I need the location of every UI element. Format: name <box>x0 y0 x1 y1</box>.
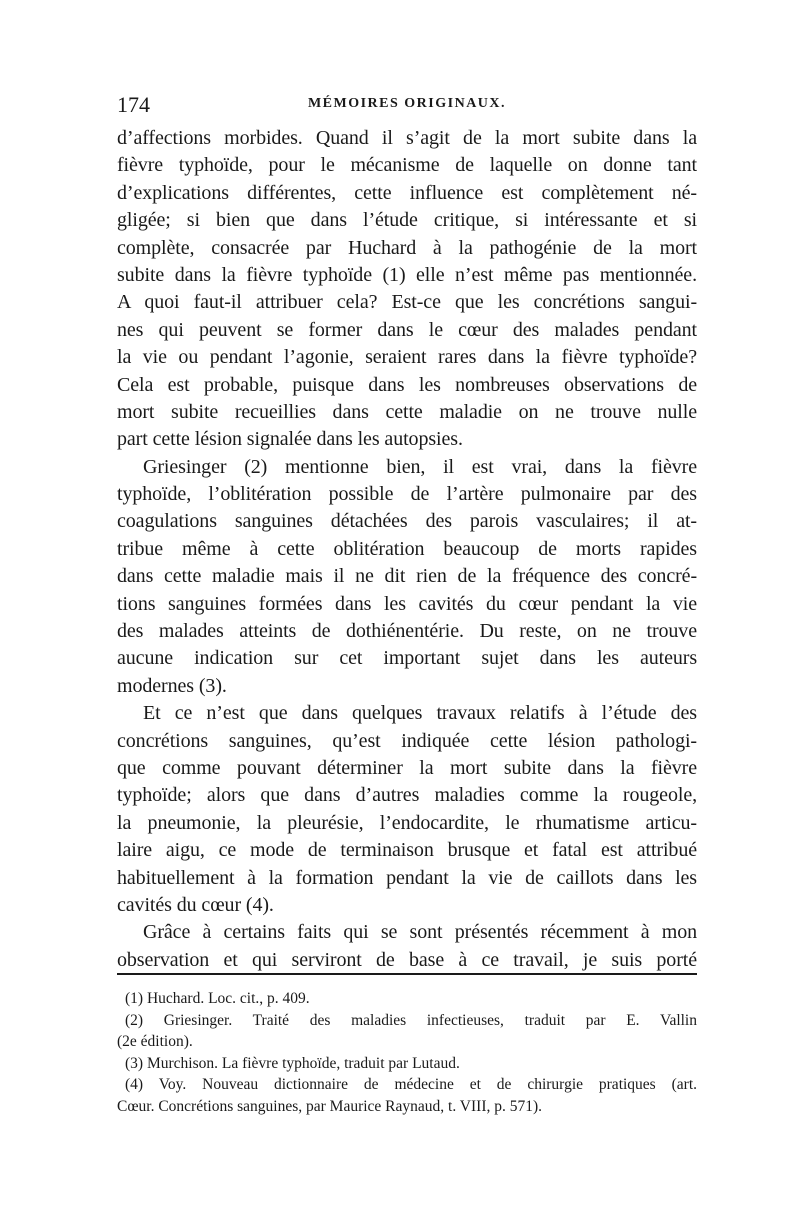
text-line: mort subite recueillies dans cette maladie on ne trouve nulle <box>117 400 697 423</box>
running-head: MÉMOIRES ORIGINAUX. <box>307 96 507 111</box>
text-line: nes qui peuvent se former dans le cœur des malades pendant <box>117 318 697 341</box>
footnote-rule <box>117 973 697 975</box>
footnotes <box>117 988 697 1118</box>
text-line: dans cette maladie mais il ne dit rien de la fréquence des concré- <box>117 565 697 588</box>
page-number: 174 <box>117 92 150 117</box>
text-line: la pneumonie, la pleurésie, l’endocardite, le rhumatisme articu- <box>117 811 697 834</box>
text-line: concrétions sanguines, qu’est indiquée cette lésion pathologi- <box>117 729 697 752</box>
footnote-line: (1) Huchard. Loc. cit., p. 409. <box>125 990 310 1007</box>
text-line: tions sanguines formées dans les cavités du cœur pendant la vie <box>117 592 697 615</box>
text-line: observation et qui serviront de base à ce travail, je suis porté <box>117 948 697 971</box>
footnote-line: (2e édition). <box>117 1033 193 1051</box>
text-line: modernes (3). <box>117 674 227 697</box>
footnote-line: (3) Murchison. La fièvre typhoïde, traduit par Lutaud. <box>125 1054 460 1072</box>
text-line: habituellement à la formation pendant la vie de caillots dans les <box>117 866 697 889</box>
text-line: d’explications différentes, cette influence est complètement né- <box>117 181 697 204</box>
text-line: A quoi faut-il attribuer cela? Est-ce que les concrétions sangui- <box>117 291 697 314</box>
text-line: tribue même à cette oblitération beaucoup de morts rapides <box>117 537 697 560</box>
text-line: part cette lésion signalée dans les autopsies. <box>117 428 463 451</box>
body-text <box>117 125 697 974</box>
text-line: aucune indication sur cet important sujet dans les auteurs <box>117 647 697 670</box>
text-line: Et ce n’est que dans quelques travaux relatifs à l’étude des <box>143 702 697 725</box>
text-line: fièvre typhoïde, pour le mécanisme de laquelle on donne tant <box>117 154 697 177</box>
text-line: d’affections morbides. Quand il s’agit de la mort subite dans la <box>117 127 697 149</box>
text-line: typhoïde, l’oblitération possible de l’artère pulmonaire par des <box>117 483 697 506</box>
text-line: cavités du cœur (4). <box>117 893 274 916</box>
footnote-line: Cœur. Concrétions sanguines, par Maurice Raynaud, t. VIII, p. 571). <box>117 1097 543 1115</box>
text-line: Cela est probable, puisque dans les nombreuses observations de <box>117 373 697 396</box>
footnote-line: (2) Griesinger. Traité des maladies infectieuses, traduit par E. Vallin <box>125 1011 697 1029</box>
text-line: complète, consacrée par Huchard à la pathogénie de la mort <box>117 236 697 259</box>
page-header <box>117 92 697 122</box>
text-line: coagulations sanguines détachées des parois vasculaires; il at- <box>117 510 697 533</box>
text-line: laire aigu, ce mode de terminaison brusque et fatal est attribué <box>117 839 697 862</box>
text-line: la vie ou pendant l’agonie, seraient rares dans la fièvre typhoïde? <box>117 346 697 369</box>
text-line: gligée; si bien que dans l’étude critique, si intéressante et si <box>117 209 697 232</box>
text-line: subite dans la fièvre typhoïde (1) elle n’est même pas mentionnée. <box>117 263 697 286</box>
text-line: Grâce à certains faits qui se sont présentés récemment à mon <box>143 921 697 944</box>
text-line: que comme pouvant déterminer la mort subite dans la fièvre <box>117 756 697 779</box>
footnote-line: (4) Voy. Nouveau dictionnaire de médecine et de chirurgie pratiques (art. <box>125 1076 697 1094</box>
text-line: typhoïde; alors que dans d’autres maladies comme la rougeole, <box>117 784 697 807</box>
text-line: Griesinger (2) mentionne bien, il est vrai, dans la fièvre <box>143 455 697 478</box>
text-line: des malades atteints de dothiénentérie. Du reste, on ne trouve <box>117 620 697 643</box>
